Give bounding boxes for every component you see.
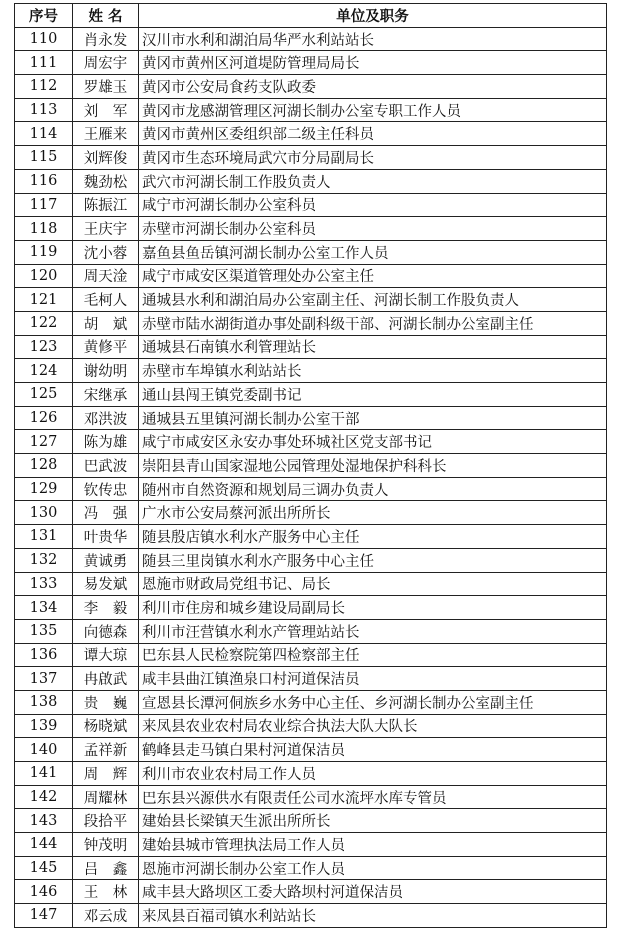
table-row [15,880,607,904]
table-row [15,98,607,122]
cell-number: 141 [15,762,73,786]
cell-position: 武穴市河湖长制工作股负责人 [139,169,607,193]
cell-position: 黄冈市公安局食药支队政委 [139,75,607,99]
cell-name: 刘 军 [73,98,139,122]
cell-position: 赤壁市河湖长制办公室科员 [139,217,607,241]
cell-number: 143 [15,809,73,833]
cell-number: 134 [15,596,73,620]
cell-name: 钦传忠 [73,477,139,501]
cell-position: 恩施市财政局党组书记、局长 [139,572,607,596]
cell-number: 139 [15,714,73,738]
cell-position: 通城县石南镇水利管理站长 [139,335,607,359]
cell-name: 王 林 [73,880,139,904]
cell-number: 142 [15,785,73,809]
cell-number: 129 [15,477,73,501]
cell-name: 周耀林 [73,785,139,809]
cell-position: 建始县长梁镇天生派出所所长 [139,809,607,833]
table-row [15,856,607,880]
cell-name: 罗雄玉 [73,75,139,99]
cell-name: 胡 斌 [73,311,139,335]
cell-name: 叶贵华 [73,525,139,549]
cell-position: 恩施市河湖长制办公室工作人员 [139,856,607,880]
cell-number: 118 [15,217,73,241]
cell-number: 125 [15,383,73,407]
cell-number: 136 [15,643,73,667]
cell-number: 140 [15,738,73,762]
cell-name: 魏劲松 [73,169,139,193]
cell-number: 114 [15,122,73,146]
cell-position: 通城县水利和湖泊局办公室副主任、河湖长制工作股负责人 [139,288,607,312]
honor-list-table [14,3,607,928]
cell-position: 广水市公安局蔡河派出所所长 [139,501,607,525]
table-row [15,264,607,288]
cell-position: 巴东县人民检察院第四检察部主任 [139,643,607,667]
cell-name: 刘辉俊 [73,146,139,170]
cell-name: 宋继承 [73,383,139,407]
cell-name: 钟茂明 [73,833,139,857]
cell-number: 133 [15,572,73,596]
cell-number: 119 [15,240,73,264]
table-row [15,572,607,596]
cell-name: 易发斌 [73,572,139,596]
cell-number: 115 [15,146,73,170]
cell-position: 宣恩县长潭河侗族乡水务中心主任、乡河湖长制办公室副主任 [139,690,607,714]
table-row [15,690,607,714]
cell-number: 135 [15,619,73,643]
cell-name: 周天淦 [73,264,139,288]
table-row [15,51,607,75]
table-row [15,383,607,407]
cell-name: 段拾平 [73,809,139,833]
table-row [15,27,607,51]
cell-position: 随县殷店镇水利水产服务中心主任 [139,525,607,549]
table-row [15,454,607,478]
cell-name: 谭大琼 [73,643,139,667]
table-row [15,311,607,335]
table-row [15,477,607,501]
cell-name: 毛柯人 [73,288,139,312]
table-row [15,217,607,241]
table-row [15,904,607,928]
cell-number: 132 [15,548,73,572]
cell-name: 沈小蓉 [73,240,139,264]
cell-name: 向德森 [73,619,139,643]
cell-number: 147 [15,904,73,928]
cell-name: 王雁来 [73,122,139,146]
cell-position: 随州市自然资源和规划局三调办负责人 [139,477,607,501]
table-row [15,596,607,620]
cell-number: 111 [15,51,73,75]
cell-number: 110 [15,27,73,51]
cell-number: 131 [15,525,73,549]
cell-position: 黄冈市黄州区委组织部二级主任科员 [139,122,607,146]
cell-position: 利川市农业农村局工作人员 [139,762,607,786]
cell-position: 嘉鱼县鱼岳镇河湖长制办公室工作人员 [139,240,607,264]
cell-number: 121 [15,288,73,312]
table-row [15,785,607,809]
cell-number: 116 [15,169,73,193]
cell-position: 黄冈市龙感湖管理区河湖长制办公室专职工作人员 [139,98,607,122]
cell-number: 138 [15,690,73,714]
table-row [15,146,607,170]
cell-name: 邓云成 [73,904,139,928]
cell-name: 邓洪波 [73,406,139,430]
cell-name: 杨晓斌 [73,714,139,738]
table-row [15,335,607,359]
cell-position: 黄冈市生态环境局武穴市分局副局长 [139,146,607,170]
table-row [15,833,607,857]
cell-name: 黄诚勇 [73,548,139,572]
cell-name: 肖永发 [73,27,139,51]
header-name: 姓 名 [73,4,139,28]
table-row [15,548,607,572]
table-row [15,430,607,454]
cell-number: 117 [15,193,73,217]
cell-name: 周宏宇 [73,51,139,75]
header-number: 序号 [15,4,73,28]
table-header-row [15,4,607,28]
table-row [15,193,607,217]
table-row [15,762,607,786]
cell-position: 咸宁市咸安区永安办事处环城社区党支部书记 [139,430,607,454]
header-position: 单位及职务 [139,4,607,28]
table-row [15,643,607,667]
cell-number: 127 [15,430,73,454]
table-row [15,169,607,193]
table-row [15,501,607,525]
cell-position: 利川市汪营镇水利水产管理站站长 [139,619,607,643]
cell-name: 李 毅 [73,596,139,620]
table-row [15,288,607,312]
cell-number: 112 [15,75,73,99]
table-row [15,75,607,99]
cell-number: 130 [15,501,73,525]
cell-number: 128 [15,454,73,478]
cell-number: 122 [15,311,73,335]
cell-number: 113 [15,98,73,122]
cell-position: 汉川市水利和湖泊局华严水利站站长 [139,27,607,51]
table-row [15,240,607,264]
cell-position: 建始县城市管理执法局工作人员 [139,833,607,857]
cell-number: 137 [15,667,73,691]
cell-number: 124 [15,359,73,383]
cell-position: 咸宁市咸安区渠道管理处办公室主任 [139,264,607,288]
cell-number: 144 [15,833,73,857]
table-row [15,714,607,738]
cell-position: 咸宁市河湖长制办公室科员 [139,193,607,217]
cell-position: 来凤县农业农村局农业综合执法大队大队长 [139,714,607,738]
cell-number: 123 [15,335,73,359]
cell-position: 通城县五里镇河湖长制办公室干部 [139,406,607,430]
cell-number: 145 [15,856,73,880]
cell-position: 崇阳县青山国家湿地公园管理处湿地保护科科长 [139,454,607,478]
cell-name: 冉啟武 [73,667,139,691]
table-row [15,809,607,833]
cell-name: 吕 鑫 [73,856,139,880]
cell-number: 126 [15,406,73,430]
cell-position: 黄冈市黄州区河道堤防管理局局长 [139,51,607,75]
cell-position: 利川市住房和城乡建设局副局长 [139,596,607,620]
cell-name: 黄修平 [73,335,139,359]
table-row [15,406,607,430]
cell-name: 谢幼明 [73,359,139,383]
cell-position: 鹤峰县走马镇白果村河道保洁员 [139,738,607,762]
cell-name: 陈为雄 [73,430,139,454]
cell-number: 146 [15,880,73,904]
table-row [15,122,607,146]
cell-name: 陈振江 [73,193,139,217]
cell-name: 贵 巍 [73,690,139,714]
cell-name: 孟祥新 [73,738,139,762]
cell-position: 咸丰县曲江镇渔泉口村河道保洁员 [139,667,607,691]
table-row [15,667,607,691]
cell-position: 随县三里岗镇水利水产服务中心主任 [139,548,607,572]
cell-position: 赤壁市陆水湖街道办事处副科级干部、河湖长制办公室副主任 [139,311,607,335]
cell-position: 通山县闯王镇党委副书记 [139,383,607,407]
table-row [15,738,607,762]
cell-position: 咸丰县大路坝区工委大路坝村河道保洁员 [139,880,607,904]
cell-name: 周 辉 [73,762,139,786]
cell-position: 巴东县兴源供水有限责任公司水流坪水库专管员 [139,785,607,809]
table-row [15,359,607,383]
table-body [15,27,607,927]
cell-name: 冯 强 [73,501,139,525]
cell-position: 赤壁市车埠镇水利站站长 [139,359,607,383]
table-row [15,619,607,643]
cell-name: 巴武波 [73,454,139,478]
cell-position: 来凤县百福司镇水利站站长 [139,904,607,928]
table-row [15,525,607,549]
cell-name: 王庆宇 [73,217,139,241]
cell-number: 120 [15,264,73,288]
